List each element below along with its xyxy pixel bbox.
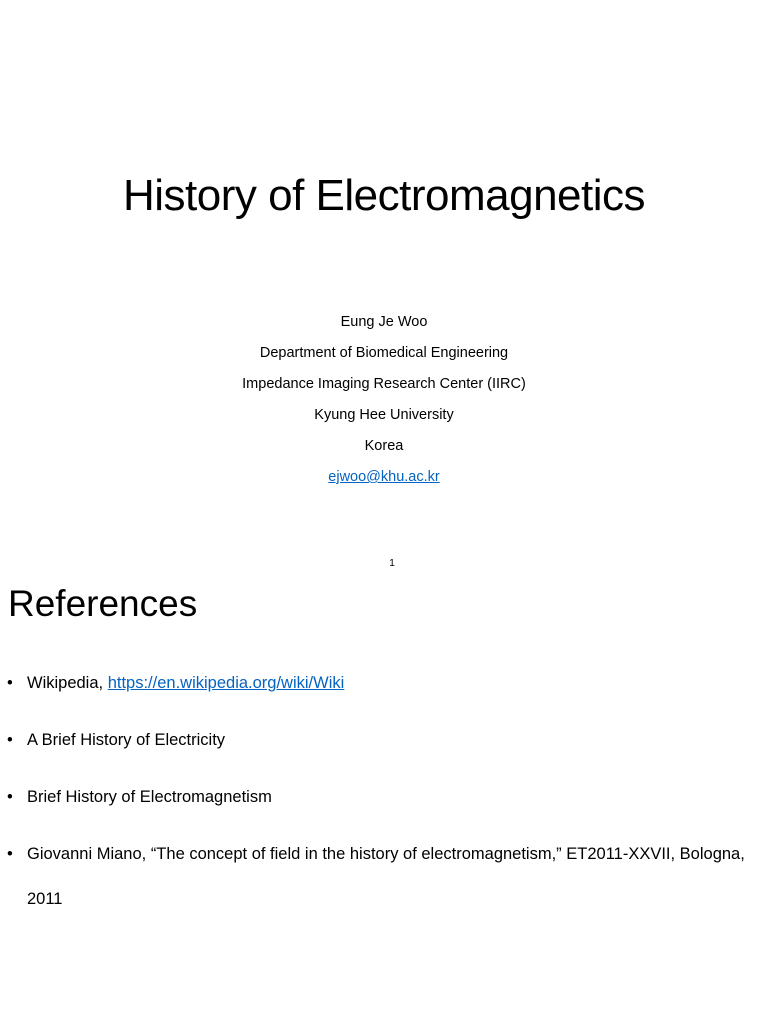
- bullet-icon: •: [7, 788, 13, 806]
- references-list: [0, 670, 768, 953]
- author-block: [0, 310, 768, 496]
- wikipedia-link[interactable]: https://en.wikipedia.org/wiki/Wiki: [107, 674, 345, 692]
- reference-text: Giovanni Miano, “The concept of field in the history of electromagnetism,” ET2011-XXVII, Bologna, 2011: [27, 845, 745, 908]
- reference-text: Brief History of Electromagnetism: [27, 788, 272, 806]
- references-heading: References: [8, 583, 198, 624]
- reference-item: [0, 832, 768, 922]
- bullet-icon: •: [7, 845, 13, 863]
- author-center: Impedance Imaging Research Center (IIRC): [242, 376, 526, 392]
- reference-item: [0, 784, 768, 810]
- bullet-icon: •: [7, 674, 13, 692]
- slide-title: History of Electromagnetics: [122, 171, 646, 220]
- author-name: Eung Je Woo: [340, 314, 428, 330]
- reference-text: A Brief History of Electricity: [27, 731, 226, 749]
- page-number: 1: [389, 558, 395, 569]
- author-department: Department of Biomedical Engineering: [259, 345, 509, 361]
- author-country: Korea: [364, 438, 404, 454]
- bullet-icon: •: [7, 731, 13, 749]
- reference-item: [0, 727, 768, 753]
- reference-item: [0, 670, 768, 696]
- reference-text: Wikipedia,: [27, 674, 108, 692]
- author-university: Kyung Hee University: [314, 407, 454, 423]
- email-link[interactable]: ejwoo@khu.ac.kr: [328, 469, 440, 485]
- author-email-line: [0, 465, 768, 496]
